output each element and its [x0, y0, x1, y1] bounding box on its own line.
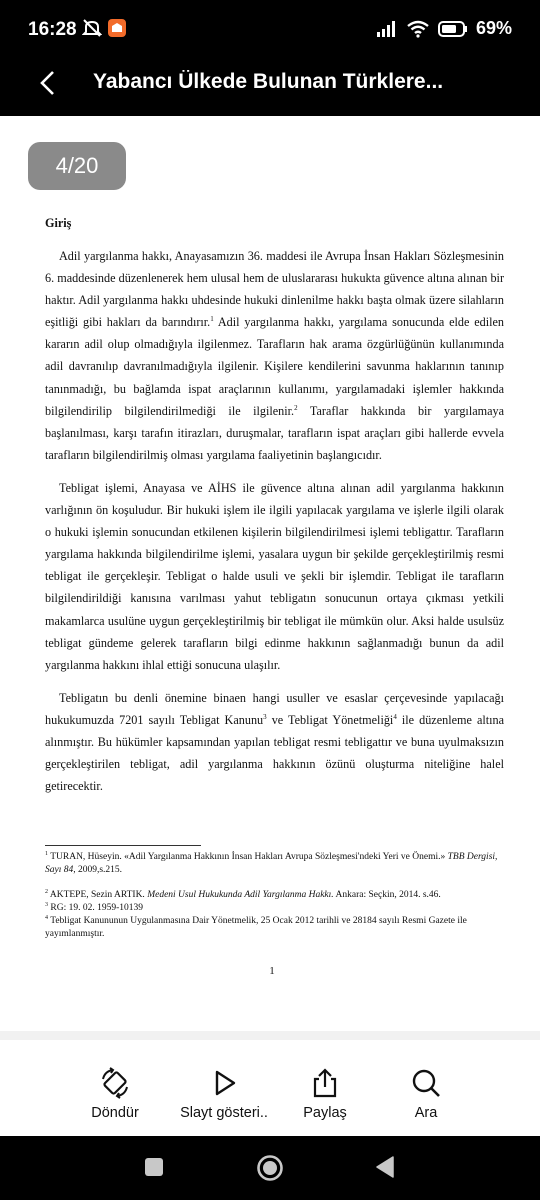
- page-number: 1: [269, 965, 275, 977]
- footnote-4: $^4$ Tebligat Kanununun Uygulanmasına Dair Yönetmelik, 25 Ocak 2012 tarihli ve 28184 sayılı Resmi Gazete ile yayımlanmıştır.: [45, 914, 467, 939]
- footnote-1: $^1$ TURAN, Hüseyin. «Adil Yargılanma Hakkının İnsan Hakları Avrupa Sözleşmesi'ndeki Yeri ve Önemi.» TBB Dergisi, Sayı 84, 2009,s.215.: [45, 850, 498, 875]
- footnote-ref-4: 4: [393, 712, 397, 721]
- slideshow-button[interactable]: [172, 1067, 276, 1121]
- footnote-2: $^2$ AKTEPE, Sezin ARTIK. Medeni Usul Hukukunda Adil Yargılanma Hakkı. Ankara: Seçkin, 2014. s.46.: [45, 888, 441, 900]
- app-notification-icon: [108, 19, 126, 37]
- battery-icon: [438, 21, 468, 37]
- page-counter-badge: 4/20: [28, 142, 126, 190]
- back-triangle-icon[interactable]: [374, 1155, 396, 1179]
- search-label: Ara: [414, 1105, 438, 1121]
- paragraph-3: Tebligatın bu denli önemine binaen hangi usuller ve esaslar çerçevesinde yapılacağı hukukumuzda 7201 sayılı Tebligat Kanunu$^3$ ve Tebligat Yönetmeliği$^4$ ile düzenleme altına alınmıştır. Bu hükümler kapsamından yapılan tebligat resmi tebligattır ve buna uyulmaksızın gerçekleştirilen tebligat, adil yargılanma hakkının özünü oluşturma niteliğine halel getirecektir.: [45, 690, 505, 794]
- rotate-icon: [99, 1067, 131, 1099]
- section-heading: Giriş: [45, 216, 72, 230]
- wifi-icon: [406, 20, 430, 38]
- recents-square-icon[interactable]: [143, 1156, 165, 1178]
- share-icon: [309, 1067, 341, 1099]
- footnote-ref-1: 1: [210, 315, 214, 324]
- document-title: Yabancı Ülkede Bulunan Türklere...: [93, 70, 444, 93]
- app-bar: [0, 52, 540, 116]
- footnote-divider: [45, 845, 201, 846]
- share-button[interactable]: [292, 1067, 358, 1121]
- document-body: [45, 212, 504, 808]
- footnote-ref-2: 2: [294, 403, 298, 412]
- rotate-button[interactable]: [78, 1067, 152, 1121]
- slideshow-label: Slayt gösteri..: [180, 1105, 268, 1121]
- share-label: Paylaş: [303, 1105, 347, 1121]
- signal-icon: [376, 20, 398, 38]
- rotate-label: Döndür: [91, 1105, 139, 1121]
- search-button[interactable]: [396, 1067, 456, 1121]
- paragraph-2: Tebligat işlemi, Anayasa ve AİHS ile güvence altına alınan adil yargılanma hakkının varlığının ön koşuludur. Bir hukuki işlem ile ilgili yapılacak yargılama ve işlerle ilgili olarak o hukuki işlemin sonucundan etkilenen kişilerin bilgilendirilmesi işlemi tebligattır. Tarafların yargılama hakkında bilgilendirilme işlemi, yasalara uygun bir şekilde gerçekleştirilmiş resmi tebligat ile gerçekleşir. Tebligat o halde usuli ve şekli bir işlemdir. Tebligat ile tarafların bilgilendirildiği kanısına varılması yahut tebligatın sonucunun ortaya çıkması yetkili makamlarca usulüne uygun gerçekleştirilmiş bir tebligat ile mümkün olur. Aksi halde usulsüz tebligat gündeme gelerek tarafların bilgi edinme hakkının sağlanmadığı bunun da adil yargılanma hakkını ihlal ettiği sonucuna ulaşılır.: [45, 480, 504, 672]
- back-arrow-icon[interactable]: [36, 69, 60, 97]
- play-icon: [208, 1067, 240, 1099]
- paragraph-1: Adil yargılanma hakkı, Anayasamızın 36. maddesi ile Avrupa İnsan Hakları Sözleşmesinin 6. maddesinde düzenlenerek hem ulusal hem de uluslararası hukukta güvence altına alınan bir haktır. Adil yargılanma hakkı uhdesinde hukuki dinlenilme hakkı başta olmak üzere silahların eşitliği gibi hakları da barındırır.$^1$ Adil yargılanma hakkı, yargılama sonucunda elde edilen kararın adil olup olmadığıyla ilgilenmez. Tarafların hak arama özgürlüğünün kullanımında adil davranılıp davranılmadığıyla ilgilenir. Kişilere kendilerini savunma haklarının tanınıp tanınmadığı, bu bağlamda ispat araçlarının kullanımı, yargılamadaki işlemler hakkında bilgilendirilip bilgilendirilmediği ile ilgilenir.$^2$ Taraflar hakkında bir yargılamaya başlanılması, karşı tarafın itirazları, duruşmalar, tarafların ispat araçları gibi hallerde evvela tarafların bilgilendirilmiş olması yargılama faaliyetinin başlangıcıdır.: [45, 249, 505, 462]
- footnote-ref-3: 3: [263, 712, 267, 721]
- search-icon: [410, 1067, 442, 1099]
- system-nav-bar: [0, 1136, 540, 1200]
- mute-icon: [82, 18, 102, 38]
- footnotes: [45, 851, 504, 941]
- battery-percent: 69%: [475, 18, 512, 38]
- status-bar: [0, 0, 540, 60]
- footnote-3: $^3$ RG: 19. 02. 1959-10139: [45, 901, 143, 913]
- home-circle-icon[interactable]: [255, 1153, 285, 1183]
- status-time: 16:28: [28, 19, 77, 40]
